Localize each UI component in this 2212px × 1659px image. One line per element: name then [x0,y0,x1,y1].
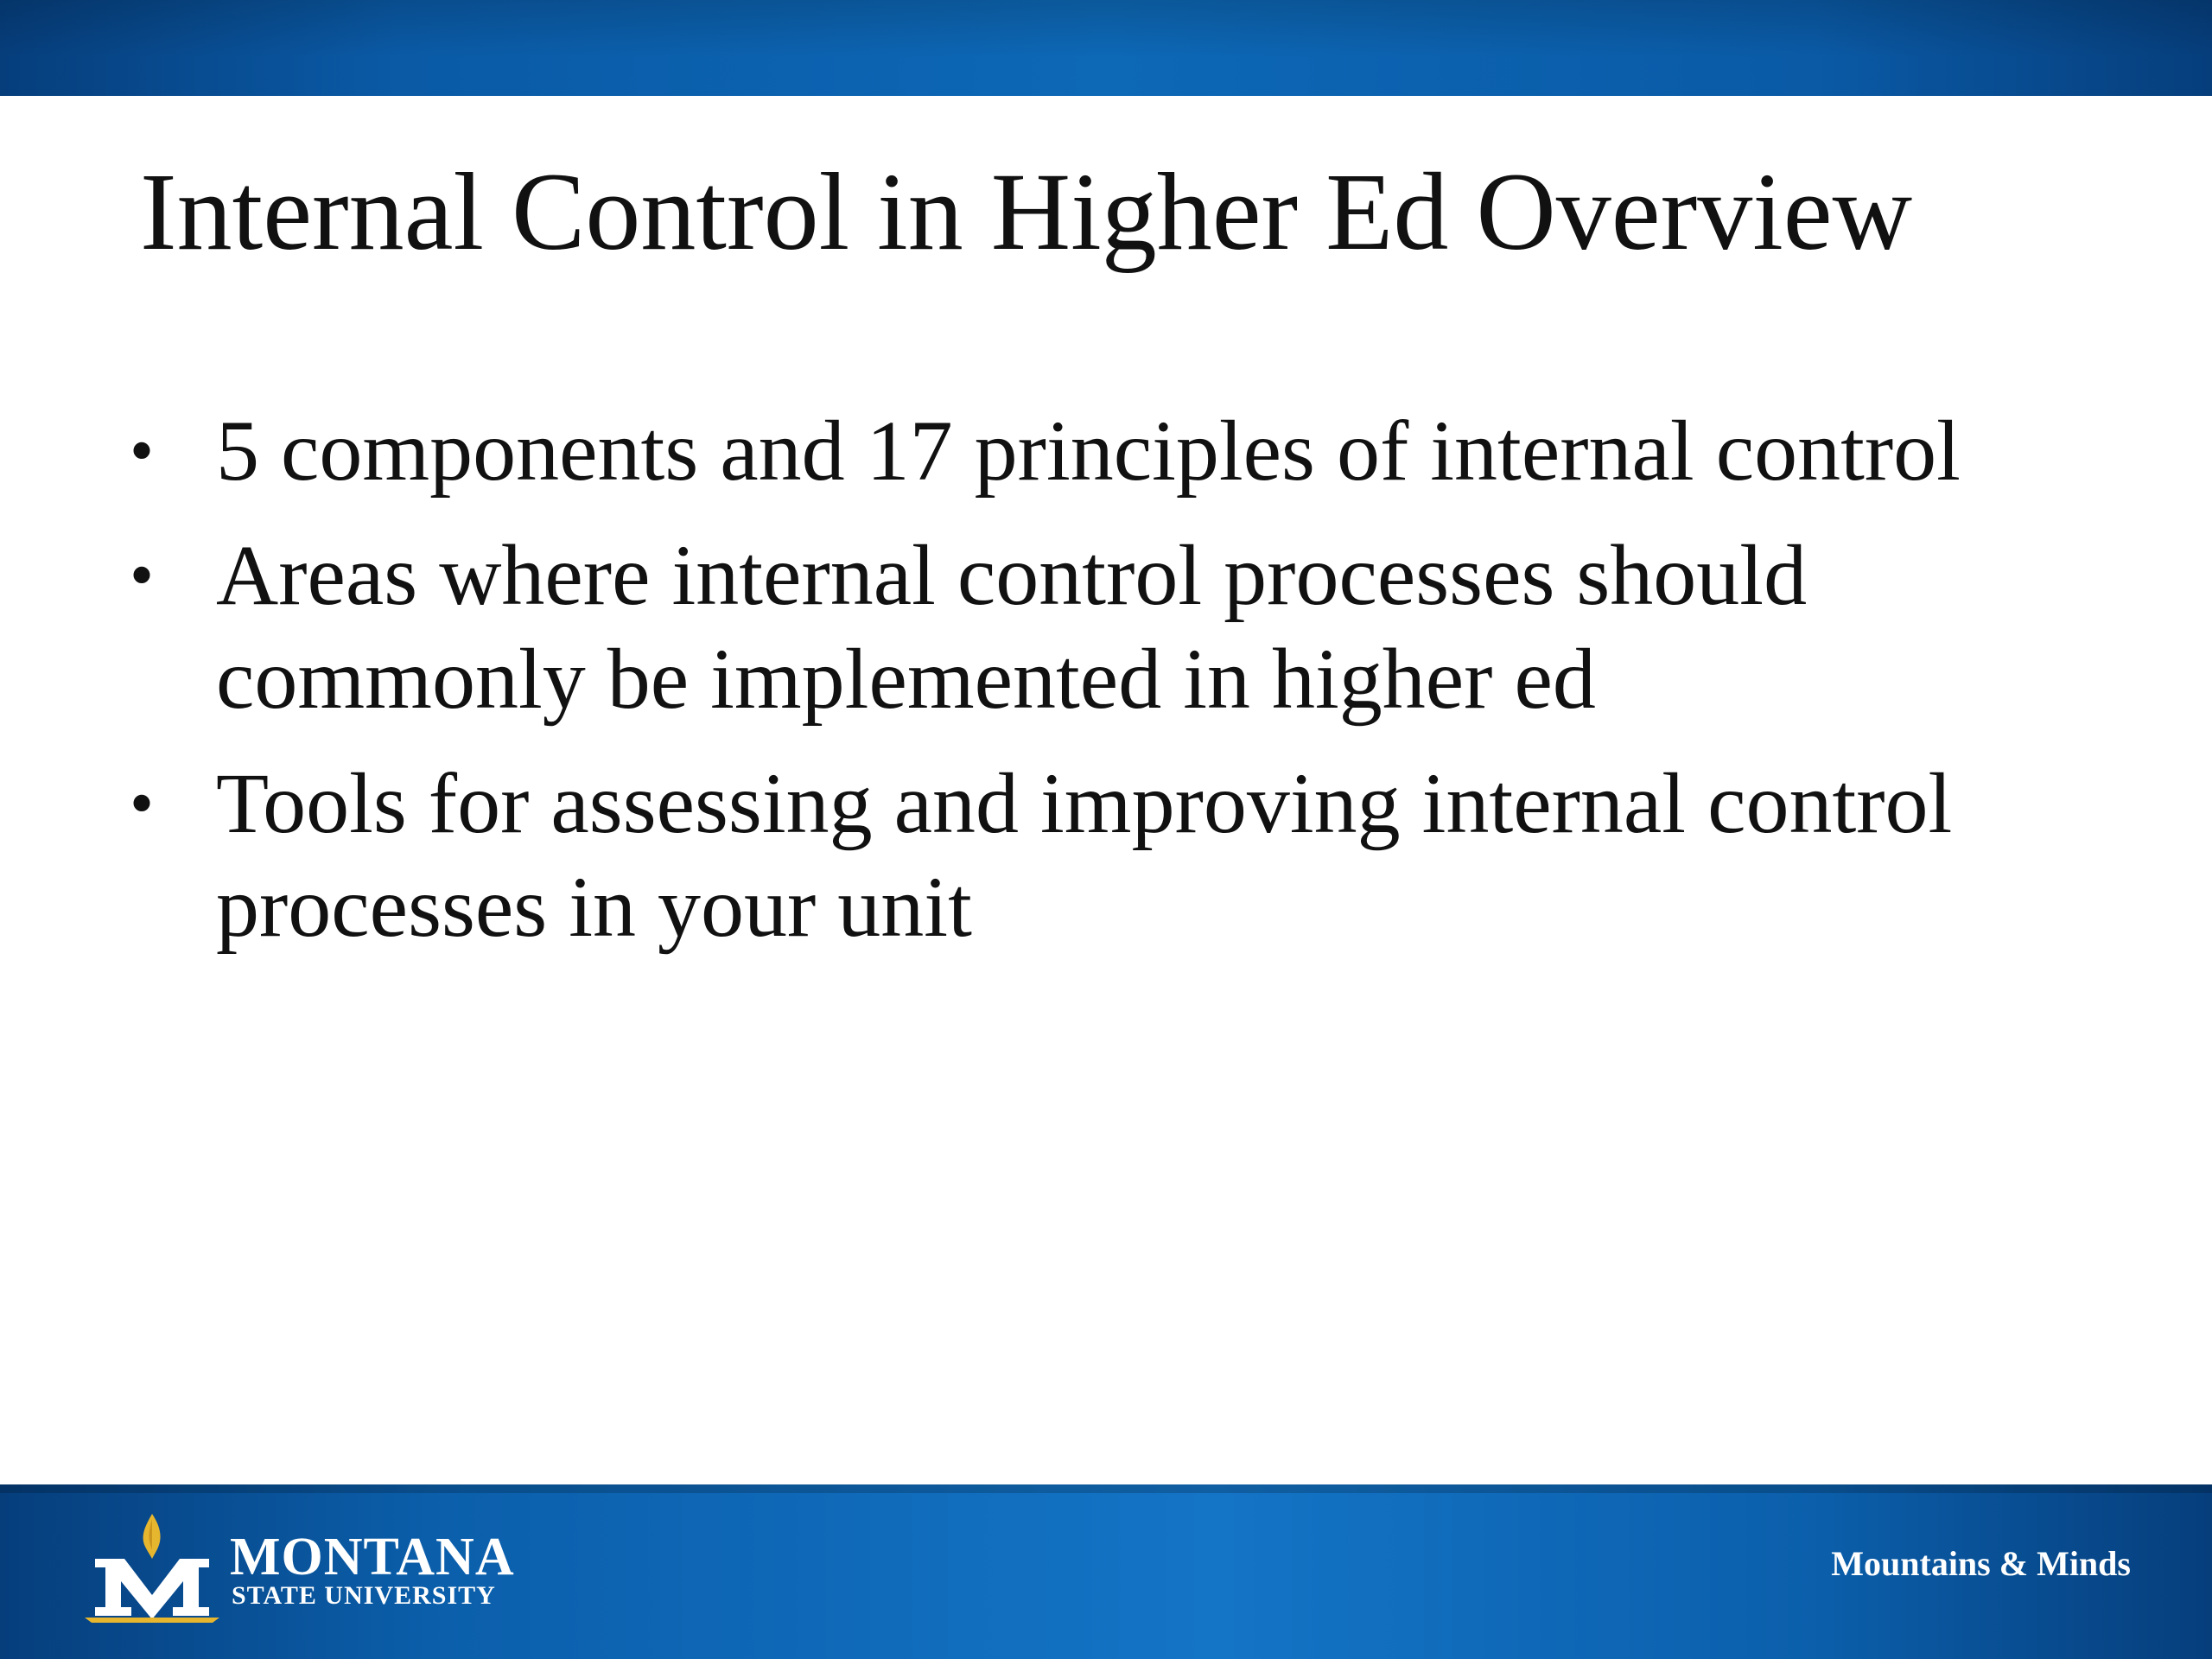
bullet-text: 5 components and 17 principles of internal control [216,403,1961,499]
bullet-list [130,399,2100,980]
bullet-text: Tools for assessing and improving internal control processes in your unit [216,755,1953,955]
bullet-text: Areas where internal control processes should commonly be implemented in higher ed [216,527,1808,727]
msu-m-logo-icon [83,1510,221,1623]
footer-tagline: Mountains & Minds [1831,1544,2131,1583]
bullet-marker: • [130,766,155,842]
bullet-item [130,399,2100,503]
logo-wordmark: MONTANA [230,1528,515,1586]
logo-subwordmark: STATE UNIVERSITY [232,1581,496,1610]
bullet-marker: • [130,537,155,613]
top-header-band [0,0,2212,96]
slide-title: Internal Control in Higher Ed Overview [140,150,1912,273]
bullet-item [130,752,2100,959]
bullet-marker: • [130,413,155,489]
bullet-item [130,524,2100,731]
